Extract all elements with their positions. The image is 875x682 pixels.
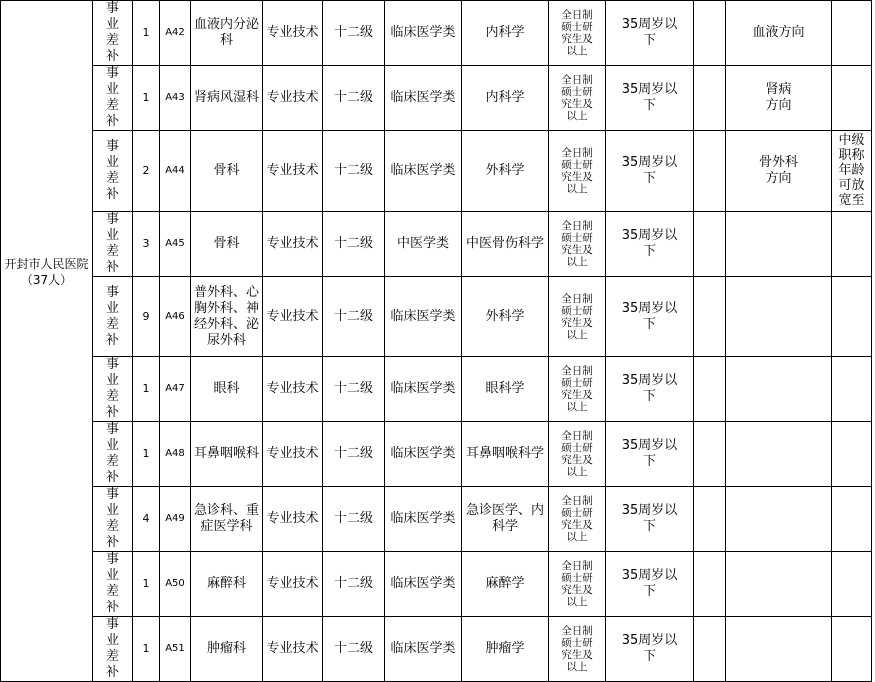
- position-name-cell: 普外科、心胸外科、神经外科、泌尿外科: [191, 277, 263, 357]
- position-code-cell: A45: [160, 212, 191, 277]
- table-row: [1, 131, 872, 212]
- position-category-cell: 专业技术: [263, 131, 323, 212]
- education-cell: 全日制硕士研究生及以上: [549, 1, 606, 66]
- position-name-cell: 急诊科、重症医学科: [191, 487, 263, 552]
- education-cell: 全日制硕士研究生及以上: [549, 212, 606, 277]
- position-category-cell: 专业技术: [263, 1, 323, 66]
- note-cell: [694, 617, 726, 682]
- table-row: [1, 212, 872, 277]
- remark-cell: [832, 552, 872, 617]
- table-row: [1, 357, 872, 422]
- position-name-cell: 麻醉科: [191, 552, 263, 617]
- major-cell: 中医骨伤科学: [462, 212, 549, 277]
- position-category-cell: 专业技术: [263, 422, 323, 487]
- education-cell: 全日制硕士研究生及以上: [549, 131, 606, 212]
- education-cell: 全日制硕士研究生及以上: [549, 552, 606, 617]
- major-cell: 麻醉学: [462, 552, 549, 617]
- headcount-cell: 1: [133, 552, 160, 617]
- position-type-cell: 事业差补: [93, 552, 133, 617]
- position-category-cell: 专业技术: [263, 552, 323, 617]
- note-cell: [694, 212, 726, 277]
- position-type-cell: 事业差补: [93, 617, 133, 682]
- headcount-cell: 1: [133, 357, 160, 422]
- education-cell: 全日制硕士研究生及以上: [549, 66, 606, 131]
- note-cell: [694, 552, 726, 617]
- position-code-cell: A51: [160, 617, 191, 682]
- position-category-cell: 专业技术: [263, 212, 323, 277]
- position-code-cell: A42: [160, 1, 191, 66]
- major-cell: 急诊医学、内科学: [462, 487, 549, 552]
- major-class-cell: 临床医学类: [385, 617, 462, 682]
- major-cell: 眼科学: [462, 357, 549, 422]
- position-name-cell: 骨科: [191, 212, 263, 277]
- major-cell: 内科学: [462, 1, 549, 66]
- note-cell: [694, 66, 726, 131]
- headcount-cell: 2: [133, 131, 160, 212]
- major-class-cell: 临床医学类: [385, 131, 462, 212]
- direction-cell: 肾病方向: [726, 66, 832, 131]
- direction-cell: [726, 487, 832, 552]
- position-code-cell: A46: [160, 277, 191, 357]
- position-level-cell: 十二级: [323, 131, 385, 212]
- direction-cell: [726, 552, 832, 617]
- direction-cell: [726, 212, 832, 277]
- direction-cell: [726, 277, 832, 357]
- position-level-cell: 十二级: [323, 422, 385, 487]
- table-body: [1, 1, 872, 682]
- major-cell: 肿瘤学: [462, 617, 549, 682]
- note-cell: [694, 487, 726, 552]
- position-name-cell: 耳鼻咽喉科: [191, 422, 263, 487]
- position-level-cell: 十二级: [323, 357, 385, 422]
- table-row: [1, 617, 872, 682]
- age-cell: 35周岁以下: [606, 357, 694, 422]
- position-code-cell: A49: [160, 487, 191, 552]
- note-cell: [694, 422, 726, 487]
- position-level-cell: 十二级: [323, 617, 385, 682]
- position-category-cell: 专业技术: [263, 487, 323, 552]
- age-cell: 35周岁以下: [606, 617, 694, 682]
- major-cell: 外科学: [462, 131, 549, 212]
- table-row: [1, 422, 872, 487]
- headcount-cell: 1: [133, 617, 160, 682]
- age-cell: 35周岁以下: [606, 131, 694, 212]
- position-code-cell: A47: [160, 357, 191, 422]
- position-name-cell: 肾病风湿科: [191, 66, 263, 131]
- remark-cell: [832, 1, 872, 66]
- direction-cell: [726, 617, 832, 682]
- direction-cell: 骨外科方向: [726, 131, 832, 212]
- age-cell: 35周岁以下: [606, 422, 694, 487]
- position-type-cell: 事业差补: [93, 357, 133, 422]
- headcount-cell: 9: [133, 277, 160, 357]
- position-type-cell: 事业差补: [93, 1, 133, 66]
- position-level-cell: 十二级: [323, 212, 385, 277]
- position-name-cell: 眼科: [191, 357, 263, 422]
- position-type-cell: 事业差补: [93, 66, 133, 131]
- position-category-cell: 专业技术: [263, 617, 323, 682]
- headcount-cell: 4: [133, 487, 160, 552]
- age-cell: 35周岁以下: [606, 487, 694, 552]
- education-cell: 全日制硕士研究生及以上: [549, 357, 606, 422]
- remark-cell: [832, 357, 872, 422]
- position-level-cell: 十二级: [323, 552, 385, 617]
- table-row: [1, 487, 872, 552]
- position-type-cell: 事业差补: [93, 131, 133, 212]
- major-class-cell: 临床医学类: [385, 357, 462, 422]
- major-class-cell: 临床医学类: [385, 66, 462, 131]
- direction-cell: [726, 422, 832, 487]
- age-cell: 35周岁以下: [606, 277, 694, 357]
- major-cell: 外科学: [462, 277, 549, 357]
- note-cell: [694, 1, 726, 66]
- direction-cell: [726, 357, 832, 422]
- position-level-cell: 十二级: [323, 277, 385, 357]
- position-name-cell: 肿瘤科: [191, 617, 263, 682]
- position-code-cell: A44: [160, 131, 191, 212]
- headcount-cell: 1: [133, 422, 160, 487]
- major-class-cell: 中医学类: [385, 212, 462, 277]
- employer-cell: 开封市人民医院（37人）: [1, 1, 93, 682]
- position-level-cell: 十二级: [323, 66, 385, 131]
- age-cell: 35周岁以下: [606, 552, 694, 617]
- age-cell: 35周岁以下: [606, 212, 694, 277]
- position-code-cell: A50: [160, 552, 191, 617]
- remark-cell: [832, 487, 872, 552]
- table-row: [1, 66, 872, 131]
- position-category-cell: 专业技术: [263, 357, 323, 422]
- note-cell: [694, 357, 726, 422]
- major-class-cell: 临床医学类: [385, 422, 462, 487]
- headcount-cell: 3: [133, 212, 160, 277]
- position-level-cell: 十二级: [323, 1, 385, 66]
- major-class-cell: 临床医学类: [385, 1, 462, 66]
- position-level-cell: 十二级: [323, 487, 385, 552]
- position-type-cell: 事业差补: [93, 277, 133, 357]
- headcount-cell: 1: [133, 66, 160, 131]
- age-cell: 35周岁以下: [606, 1, 694, 66]
- position-name-cell: 骨科: [191, 131, 263, 212]
- position-name-cell: 血液内分泌科: [191, 1, 263, 66]
- age-cell: 35周岁以下: [606, 66, 694, 131]
- major-cell: 耳鼻咽喉科学: [462, 422, 549, 487]
- remark-cell: [832, 66, 872, 131]
- major-cell: 内科学: [462, 66, 549, 131]
- headcount-cell: 1: [133, 1, 160, 66]
- note-cell: [694, 277, 726, 357]
- education-cell: 全日制硕士研究生及以上: [549, 422, 606, 487]
- position-type-cell: 事业差补: [93, 487, 133, 552]
- education-cell: 全日制硕士研究生及以上: [549, 617, 606, 682]
- position-category-cell: 专业技术: [263, 277, 323, 357]
- direction-cell: 血液方向: [726, 1, 832, 66]
- table-row: [1, 552, 872, 617]
- education-cell: 全日制硕士研究生及以上: [549, 487, 606, 552]
- table-row: [1, 1, 872, 66]
- remark-cell: [832, 617, 872, 682]
- position-type-cell: 事业差补: [93, 212, 133, 277]
- remark-cell: 中级职称年龄可放宽至: [832, 131, 872, 212]
- major-class-cell: 临床医学类: [385, 552, 462, 617]
- position-category-cell: 专业技术: [263, 66, 323, 131]
- remark-cell: [832, 277, 872, 357]
- position-code-cell: A43: [160, 66, 191, 131]
- note-cell: [694, 131, 726, 212]
- remark-cell: [832, 212, 872, 277]
- remark-cell: [832, 422, 872, 487]
- education-cell: 全日制硕士研究生及以上: [549, 277, 606, 357]
- major-class-cell: 临床医学类: [385, 487, 462, 552]
- position-code-cell: A48: [160, 422, 191, 487]
- major-class-cell: 临床医学类: [385, 277, 462, 357]
- position-type-cell: 事业差补: [93, 422, 133, 487]
- table-row: [1, 277, 872, 357]
